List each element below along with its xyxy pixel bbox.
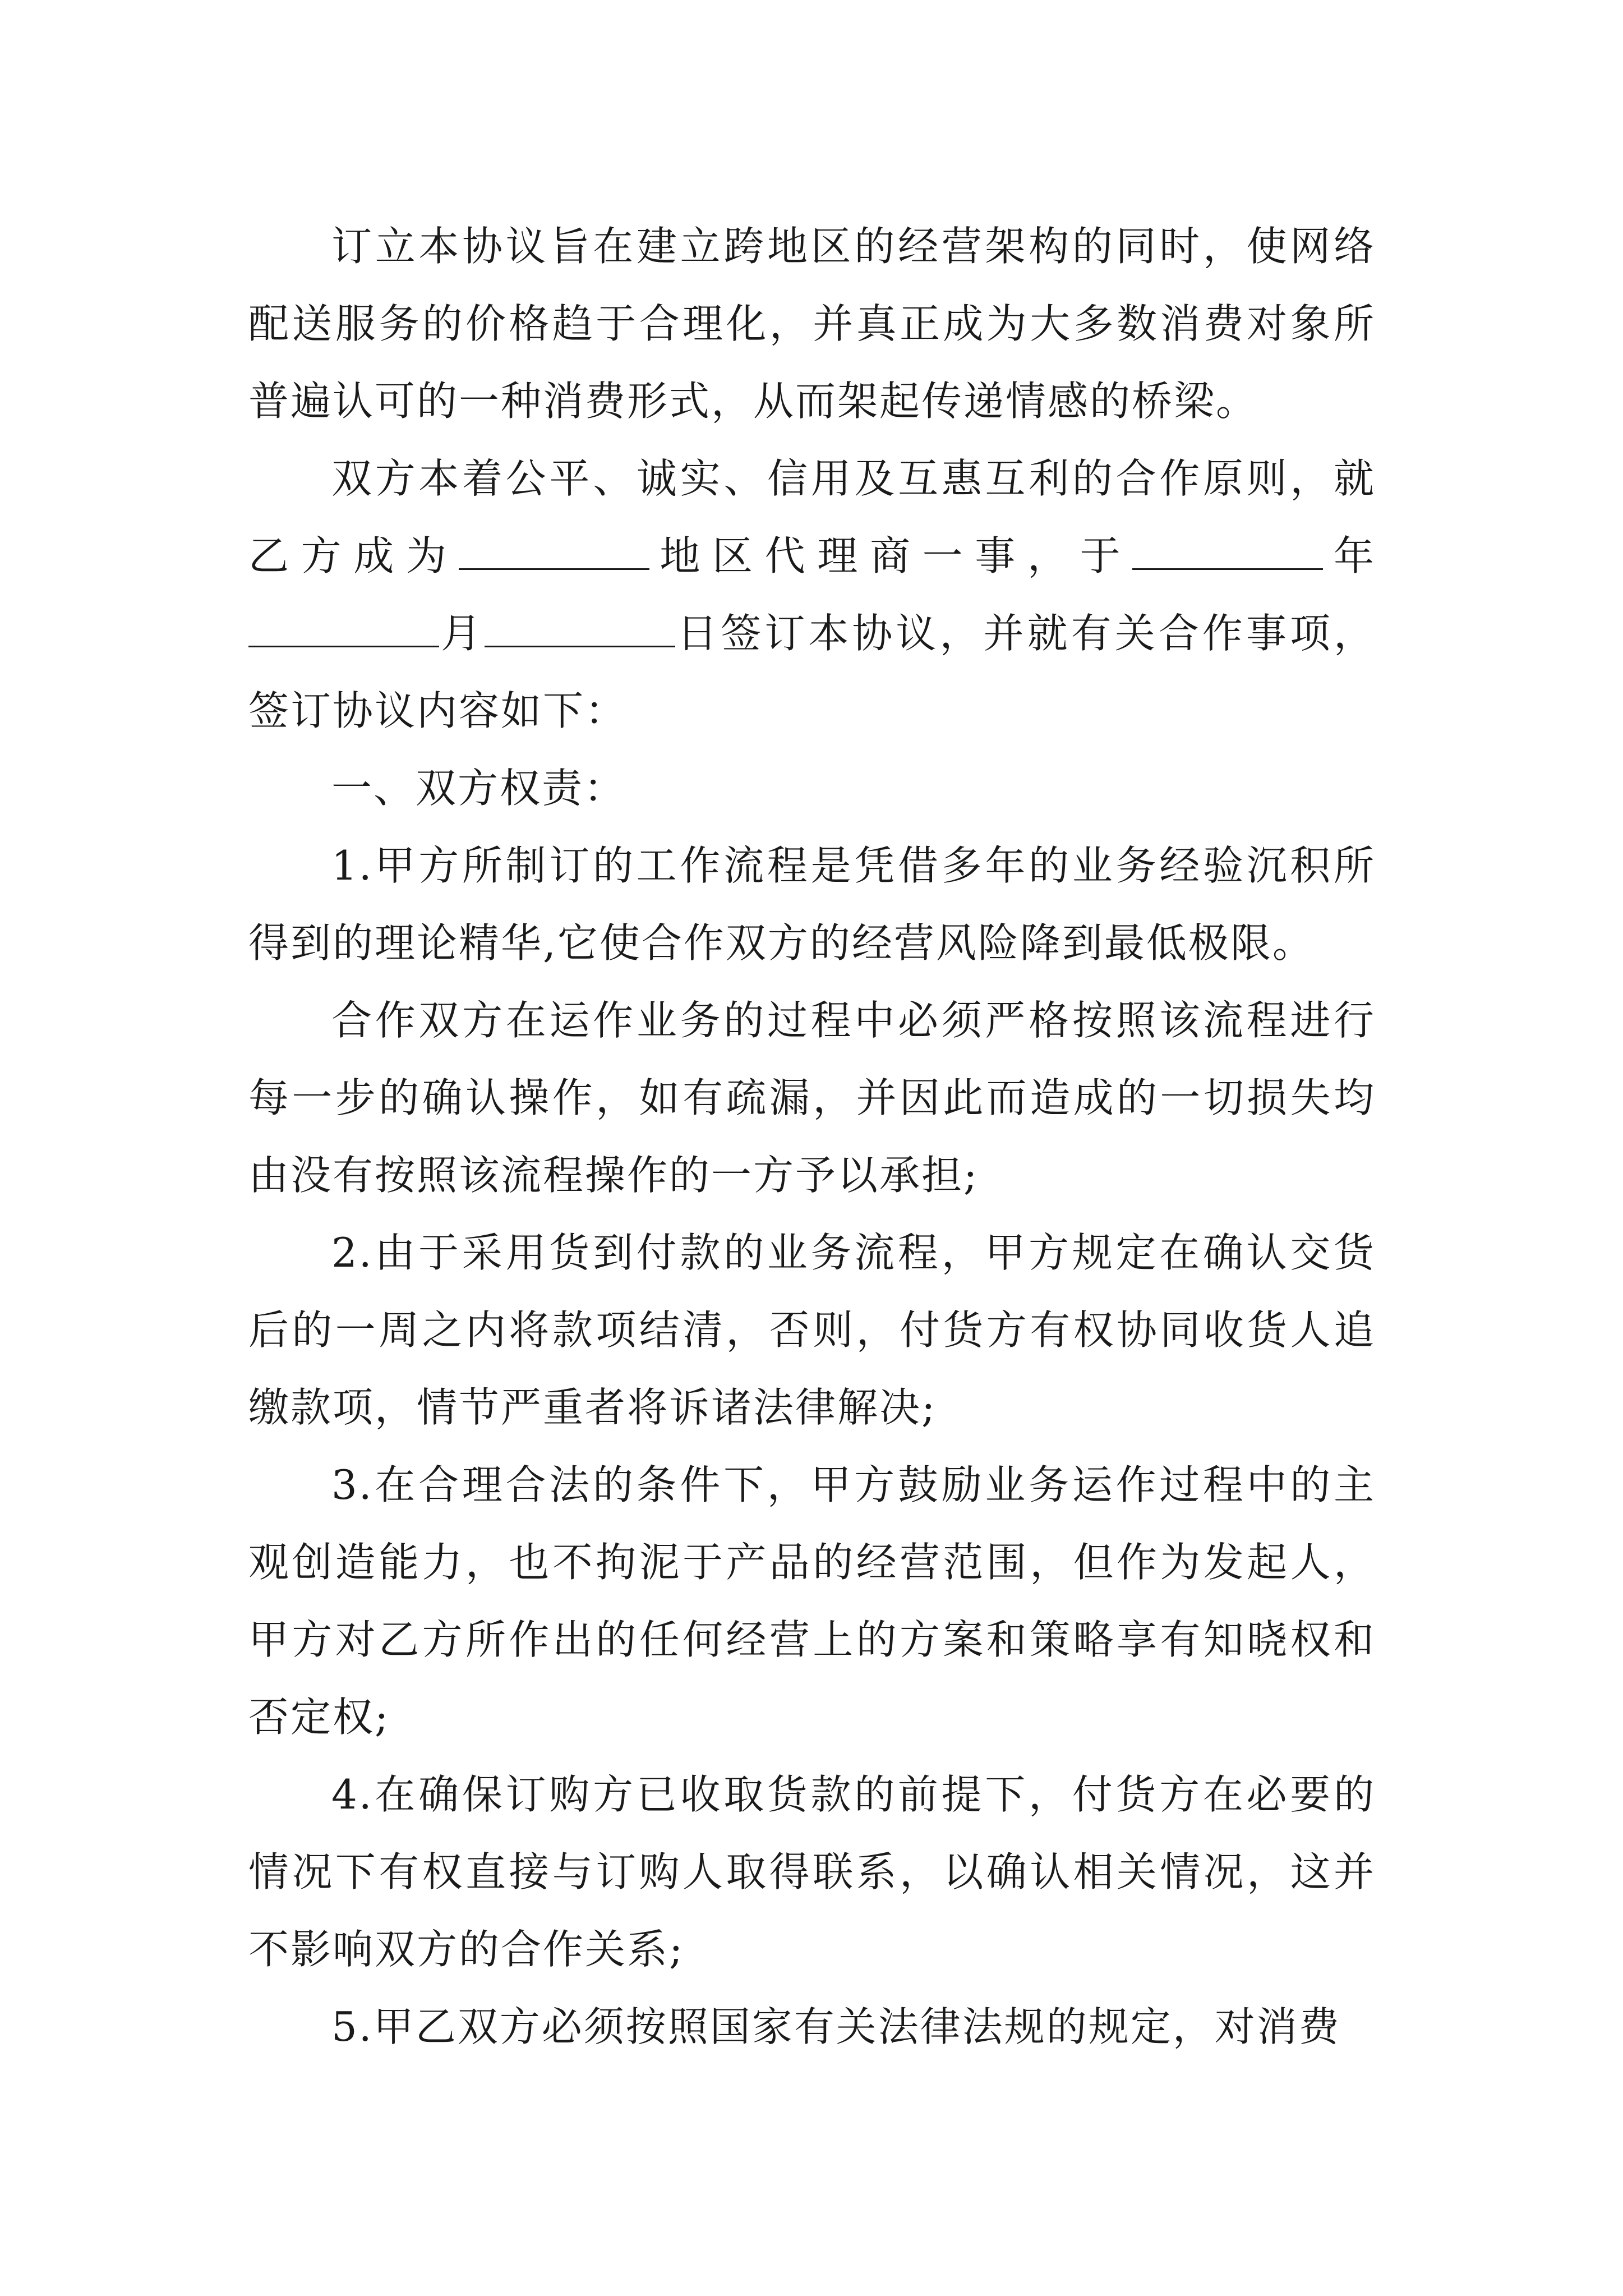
clause-3: 3.在合理合法的条件下，甲方鼓励业务运作过程中的主观创造能力，也不拘泥于产品的经营范围，但作为发起人，甲方对乙方所作出的任何经营上的方案和策略享有知晓权和否定权; <box>248 1461 1376 1741</box>
section-heading-rights: 一、双方权责： <box>331 765 626 812</box>
month-blank <box>248 612 439 647</box>
paragraph-purpose: 订立本协议旨在建立跨地区的经营架构的同时，使网络配送服务的价格趋于合理化，并真正成为大多数消费对象所普遍认可的一种消费形式，从而架起传递情感的桥梁。 <box>248 223 1376 425</box>
day-blank <box>485 612 675 647</box>
clause-4: 4.在确保订购方已收取货款的前提下，付货方在必要的情况下有权直接与订购人取得联系，以确认相关情况，这并不影响双方的合作关系; <box>248 1771 1376 1973</box>
clause-2: 2.由于采用货到付款的业务流程，甲方规定在确认交货后的一周之内将款项结清，否则，付货方有权协同收货人追缴款项，情节严重者将诉诸法律解决; <box>248 1229 1376 1431</box>
clause-5: 5.甲乙双方必须按照国家有关法律法规的规定，对消费 <box>331 2003 1341 2050</box>
clause-1-continued: 合作双方在运作业务的过程中必须严格按照该流程进行每一步的确认操作，如有疏漏，并因此而造成的一切损失均由没有按照该流程操作的一方予以承担; <box>248 997 1376 1199</box>
principles-text-5: 日签订本协议，并就有关合作事项，签订协议内容如下： <box>248 610 1376 734</box>
paragraph-principles <box>248 440 1376 749</box>
document-body <box>248 208 1376 2065</box>
principles-text-1: 双方本着公平、诚实、信用及互惠互利的合作原则，就乙方成为 <box>248 455 1376 579</box>
clause-1: 1.甲方所制订的工作流程是凭借多年的业务经验沉积所得到的理论精华,它使合作双方的经营风险降到最低极限。 <box>248 842 1376 967</box>
principles-text-3: 年 <box>1323 532 1376 579</box>
principles-text-2: 地区代理商一事，于 <box>649 532 1133 579</box>
principles-text-4: 月 <box>439 610 485 657</box>
year-blank <box>1132 535 1323 570</box>
region-blank <box>459 535 649 570</box>
